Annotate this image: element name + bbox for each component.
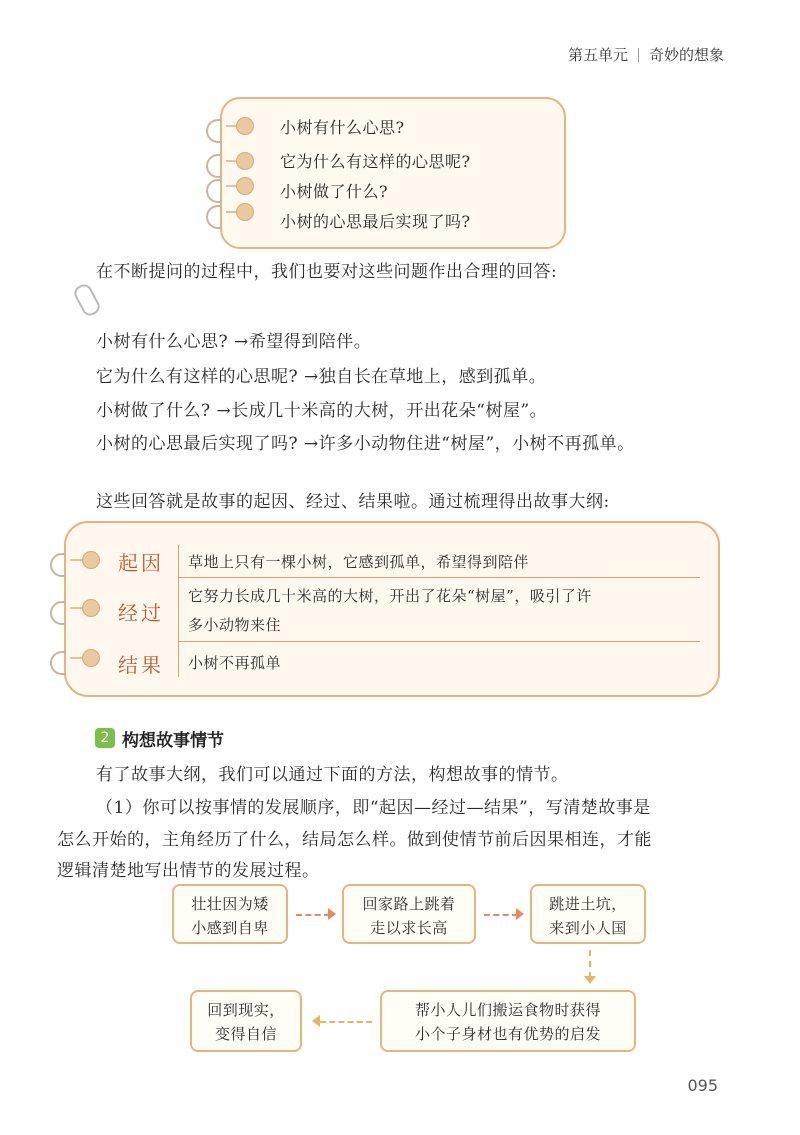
binder-ring bbox=[82, 599, 100, 617]
arrow-head-icon bbox=[584, 976, 596, 984]
binder-ring bbox=[82, 649, 100, 667]
question-item: 它为什么有这样的心思呢? bbox=[280, 152, 471, 171]
body-paragraph: 逻辑清楚地写出情节的发展过程。 bbox=[57, 861, 320, 881]
flow-step-1 bbox=[172, 884, 288, 944]
flow-step-text: 壮壮因为矮 bbox=[191, 895, 269, 913]
flow-step-text: 跳进土坑， bbox=[549, 895, 627, 913]
page-header bbox=[568, 44, 724, 65]
body-paragraph: 怎么开始的，主角经历了什么，结局怎么样。做到使情节前后因果相连，才能 bbox=[57, 830, 652, 850]
outline-text-cause: 草地上只有一棵小树，它感到孤单，希望得到陪伴 bbox=[188, 553, 530, 571]
flow-step-text: 回家路上跳着 bbox=[362, 895, 456, 913]
answer-line: 它为什么有这样的心思呢? →独自长在草地上，感到孤单。 bbox=[96, 367, 547, 387]
question-item: 小树做了什么? bbox=[280, 182, 389, 201]
ring-loop bbox=[206, 119, 222, 143]
intro-text: 在不断提问的过程中，我们也要对这些问题作出合理的回答: bbox=[96, 262, 558, 282]
ring-loop bbox=[206, 154, 222, 178]
flow-step-5 bbox=[190, 990, 302, 1052]
page-number: 095 bbox=[687, 1076, 718, 1095]
arrow-head-icon bbox=[328, 908, 336, 920]
header-divider bbox=[638, 48, 639, 62]
unit-label: 第五单元 bbox=[567, 46, 628, 64]
answer-line: 小树做了什么? →长成几十米高的大树，开出花朵“树屋”。 bbox=[96, 401, 548, 421]
binder-ring bbox=[236, 177, 254, 195]
flow-step-text: 回到现实， bbox=[207, 1001, 285, 1019]
arrow-head-icon bbox=[516, 908, 524, 920]
flow-step-text: 小个子身材也有优势的启发 bbox=[414, 1025, 601, 1043]
questions-card bbox=[220, 97, 566, 249]
outline-tag-process: 经过 bbox=[118, 601, 164, 625]
summary-text: 这些回答就是故事的起因、经过、结果啦。通过梳理得出故事大纲: bbox=[96, 492, 610, 512]
flow-arrow bbox=[320, 1021, 372, 1023]
flow-arrow bbox=[484, 914, 518, 916]
unit-title: 奇妙的想象 bbox=[648, 46, 724, 64]
outline-tag-result: 结果 bbox=[118, 653, 164, 677]
flow-step-text: 变得自信 bbox=[214, 1025, 277, 1043]
flow-arrow bbox=[589, 950, 591, 978]
outline-divider bbox=[178, 641, 700, 642]
outline-text-process: 它努力长成几十米高的大树，开出了花朵“树屋”，吸引了许 bbox=[188, 587, 592, 605]
flow-step-4 bbox=[380, 990, 636, 1052]
body-paragraph: 有了故事大纲，我们可以通过下面的方法，构想故事的情节。 bbox=[96, 765, 569, 785]
flow-step-text: 走以求长高 bbox=[370, 919, 448, 937]
flow-step-text: 帮小人儿们搬运食物时获得 bbox=[414, 1001, 601, 1019]
story-outline-card bbox=[64, 521, 720, 697]
outline-divider-vertical bbox=[178, 545, 179, 677]
section-heading: 构想故事情节 bbox=[122, 731, 224, 751]
body-paragraph: （1）你可以按事情的发展顺序，即“起因—经过—结果”，写清楚故事是 bbox=[96, 798, 651, 818]
binder-ring bbox=[236, 117, 254, 135]
answer-line: 小树的心思最后实现了吗? →许多小动物住进“树屋”，小树不再孤单。 bbox=[96, 434, 635, 454]
ring-loop bbox=[50, 553, 66, 577]
question-item: 小树的心思最后实现了吗? bbox=[280, 212, 471, 231]
arrow-head-icon bbox=[312, 1015, 320, 1027]
flow-step-text: 小感到自卑 bbox=[191, 919, 269, 937]
outline-tag-cause: 起因 bbox=[118, 551, 164, 575]
binder-ring bbox=[236, 152, 254, 170]
flow-arrow bbox=[296, 914, 330, 916]
flow-step-2 bbox=[342, 884, 476, 944]
outline-text-result: 小树不再孤单 bbox=[188, 654, 282, 672]
binder-ring bbox=[236, 203, 254, 221]
flow-step-3 bbox=[530, 884, 646, 944]
binder-ring bbox=[82, 551, 100, 569]
question-item: 小树有什么心思? bbox=[280, 118, 405, 137]
answer-line: 小树有什么心思? →希望得到陪伴。 bbox=[96, 332, 372, 352]
outline-divider bbox=[178, 577, 700, 578]
section-number-badge: 2 bbox=[95, 728, 115, 748]
ring-loop bbox=[206, 205, 222, 229]
flow-step-text: 来到小人国 bbox=[549, 919, 627, 937]
paperclip-icon bbox=[72, 282, 103, 319]
ring-loop bbox=[50, 601, 66, 625]
ring-loop bbox=[206, 179, 222, 203]
outline-text-process-cont: 多小动物来住 bbox=[188, 616, 282, 634]
ring-loop bbox=[50, 651, 66, 675]
